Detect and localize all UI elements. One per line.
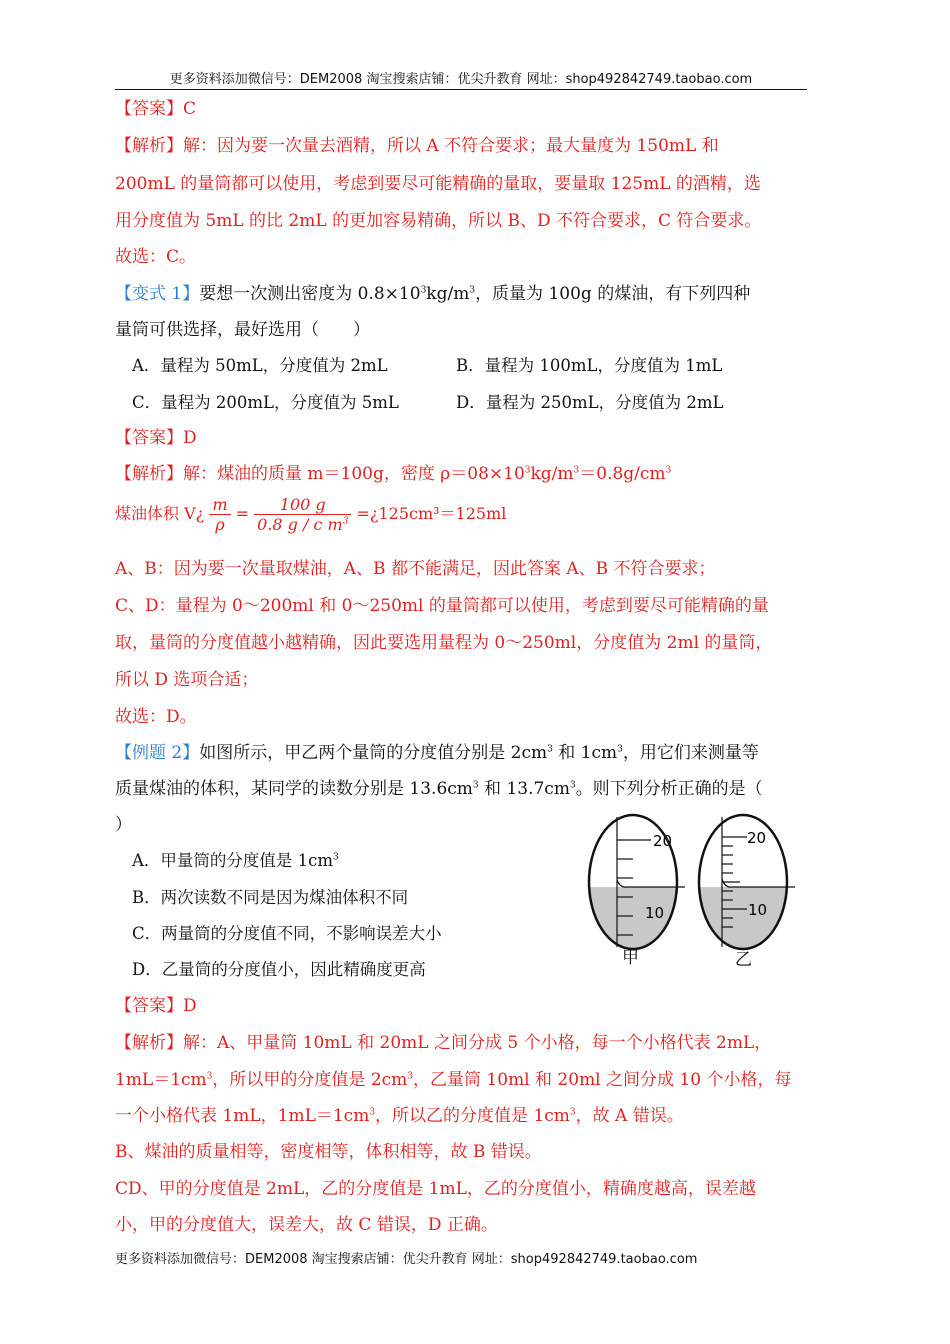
superscript: 3 <box>573 465 580 476</box>
ex2-option-b: B．两次读数不同是因为煤油体积不同 <box>132 888 409 907</box>
superscript: 3 <box>369 1107 376 1118</box>
v1-option-d: D．量程为 250mL，分度值为 2mL <box>456 393 724 412</box>
v1-line-ab: A、B：因为要一次量取煤油，A、B 都不能满足，因此答案 A、B 不符合要求； <box>115 559 716 579</box>
superscript: 3 <box>206 1071 213 1082</box>
fraction-denominator <box>254 515 351 534</box>
q1-analysis-line-2: 200mL 的量筒都可以使用，考虑到要尽可能精确的量取，要量取 125mL 的酒精，选 <box>115 174 761 194</box>
v1-option-a: A．量程为 50mL，分度值为 2mL <box>132 356 388 375</box>
tick-label-20: 20 <box>747 829 767 847</box>
meniscus <box>617 880 685 887</box>
v1-option-c: C．量程为 200mL，分度值为 5mL <box>132 393 399 412</box>
analysis-text: 1mL＝1cm <box>115 1070 207 1090</box>
analysis-text: 解：A、甲量筒 10mL 和 20mL 之间分成 5 个小格，每一个小格代表 2mL， <box>183 1033 772 1053</box>
answer-value: D <box>183 428 197 448</box>
ex2-line-cd-1: CD、甲的分度值是 2mL，乙的分度值是 1mL，乙的分度值小，精确度越高，误差越 <box>115 1179 756 1199</box>
variant-tag: 【变式 1】 <box>115 284 200 304</box>
analysis-text: 解：煤油的质量 m＝100g，密度 ρ＝08×10 <box>183 464 525 484</box>
ex2-analysis-line-3 <box>115 1104 684 1128</box>
analysis-tag: 【解析】 <box>115 464 183 484</box>
denominator-text: 0.8 g / c m <box>257 515 343 534</box>
fraction-denominator: ρ <box>215 515 225 534</box>
analysis-text: ，故 A 错误。 <box>575 1106 684 1126</box>
graduated-cylinders-figure <box>585 812 805 976</box>
ex2-analysis-line-1 <box>115 1031 771 1055</box>
q1-answer-line <box>115 97 196 121</box>
analysis-text: 一个小格代表 1mL，1mL＝1cm <box>115 1106 370 1126</box>
stem-text: 和 1cm <box>552 743 618 763</box>
analysis-text: kg/m <box>530 464 574 484</box>
superscript: 3 <box>407 1071 414 1082</box>
q1-choose: 故选：C。 <box>115 247 197 267</box>
stem-text: 如图所示，甲乙两个量筒的分度值分别是 2cm <box>199 743 548 763</box>
equals-sign: = <box>235 504 249 523</box>
answer-tag: 【答案】 <box>115 996 183 1016</box>
option-text: A．甲量筒的分度值是 1cm <box>132 851 334 870</box>
stem-text: ，用它们来测量等 <box>622 743 759 763</box>
cylinders-svg <box>585 812 805 972</box>
ex2-option-d: D．乙量筒的分度值小，因此精确度更高 <box>132 960 426 979</box>
ex2-analysis-line-2 <box>115 1068 791 1092</box>
v1-line-cd-3: 所以 D 选项合适； <box>115 670 259 690</box>
superscript: 3 <box>547 744 553 755</box>
stem-text: ，质量为 100g 的煤油，有下列四种 <box>475 284 751 304</box>
superscript: 3 <box>469 285 476 296</box>
superscript: 3 <box>524 465 531 476</box>
v1-choose: 故选：D。 <box>115 707 197 727</box>
tick-label-20: 20 <box>653 832 673 850</box>
ex2-stem-line-2 <box>115 777 763 801</box>
v1-stem-line-1 <box>115 282 750 306</box>
analysis-text: ，乙量筒 10ml 和 20ml 之间分成 10 个小格，每 <box>413 1070 792 1090</box>
ex2-line-b: B、煤油的质量相等，密度相等，体积相等，故 B 错误。 <box>115 1142 542 1162</box>
fraction-values <box>254 495 351 534</box>
v1-line-cd-2: 取，量筒的分度值越小越精确，因此要选用量程为 0～250ml，分度值为 2ml 的量筒， <box>115 633 773 653</box>
v1-stem-line-2: 量筒可供选择，最好选用（ ） <box>115 320 370 340</box>
formula-prefix: 煤油体积 V¿ <box>115 504 205 523</box>
ex2-stem-line-1 <box>115 741 759 765</box>
page-header: 更多资料添加微信号：DEM2008 淘宝搜索店铺：优尖升教育 网址：shop492842749.taobao.com <box>115 68 807 90</box>
superscript: 3 <box>342 516 349 527</box>
analysis-text: ，所以甲的分度值是 2cm <box>212 1070 408 1090</box>
superscript: 3 <box>420 285 427 296</box>
tick-label-10: 10 <box>645 904 665 922</box>
ex2-answer-line <box>115 994 197 1018</box>
q1-analysis-line-3: 用分度值为 5mL 的比 2mL 的更加容易精确，所以 B、D 不符合要求，C 符合要求。 <box>115 211 762 231</box>
meniscus <box>722 879 795 887</box>
ex2-option-a <box>132 849 339 873</box>
v1-option-b: B．量程为 100mL，分度值为 1mL <box>456 356 723 375</box>
ex2-option-c: C．两量筒的分度值不同，不影响误差大小 <box>132 924 442 943</box>
answer-tag: 【答案】 <box>115 99 183 119</box>
stem-text: kg/m <box>426 284 470 304</box>
superscript: 3 <box>569 1107 576 1118</box>
stem-text: 和 13.7cm <box>478 779 570 799</box>
analysis-text: ＝0.8g/cm <box>579 464 666 484</box>
stem-text: 。则下列分析正确的是（ <box>575 779 763 799</box>
volume-formula <box>115 495 506 534</box>
answer-value: C <box>183 99 197 119</box>
fraction-numerator: 100 g <box>254 495 351 515</box>
tick-label-10: 10 <box>748 901 768 919</box>
answer-tag: 【答案】 <box>115 428 183 448</box>
analysis-tag: 【解析】 <box>115 136 183 156</box>
ex2-line-cd-2: 小，甲的分度值大，误差大，故 C 错误，D 正确。 <box>115 1215 498 1235</box>
label-yi: 乙 <box>735 950 752 970</box>
ex2-stem-line-3: ） <box>115 815 132 835</box>
analysis-text: 解：因为要一次量去酒精，所以 A 不符合要求；最大量度为 150mL 和 <box>183 136 719 156</box>
v1-line-cd-1: C、D：量程为 0～200ml 和 0～250ml 的量筒都可以使用，考虑到要尽可能精确的量 <box>115 596 769 616</box>
fraction-numerator: m <box>209 495 230 515</box>
superscript: 3 <box>569 780 576 791</box>
superscript: 3 <box>333 852 339 863</box>
analysis-tag: 【解析】 <box>115 1033 183 1053</box>
stem-text: 要想一次测出密度为 0.8×10 <box>199 284 421 304</box>
q1-analysis-line-1 <box>115 134 719 158</box>
superscript: 3 <box>472 780 479 791</box>
example-tag: 【例题 2】 <box>115 743 200 763</box>
superscript: 3 <box>665 465 672 476</box>
superscript: 3 <box>617 744 623 755</box>
analysis-text: ，所以乙的分度值是 1cm <box>375 1106 570 1126</box>
v1-answer-line <box>115 426 197 450</box>
answer-value: D <box>183 996 197 1016</box>
page-footer: 更多资料添加微信号：DEM2008 淘宝搜索店铺：优尖升教育 网址：shop492842749.taobao.com <box>115 1252 698 1267</box>
label-jia: 甲 <box>622 948 639 968</box>
formula-suffix: =¿125cm³＝125ml <box>356 504 507 523</box>
stem-text: 质量煤油的体积，某同学的读数分别是 13.6cm <box>115 779 473 799</box>
v1-analysis-line-1 <box>115 462 671 486</box>
fraction-m-rho <box>209 495 230 534</box>
